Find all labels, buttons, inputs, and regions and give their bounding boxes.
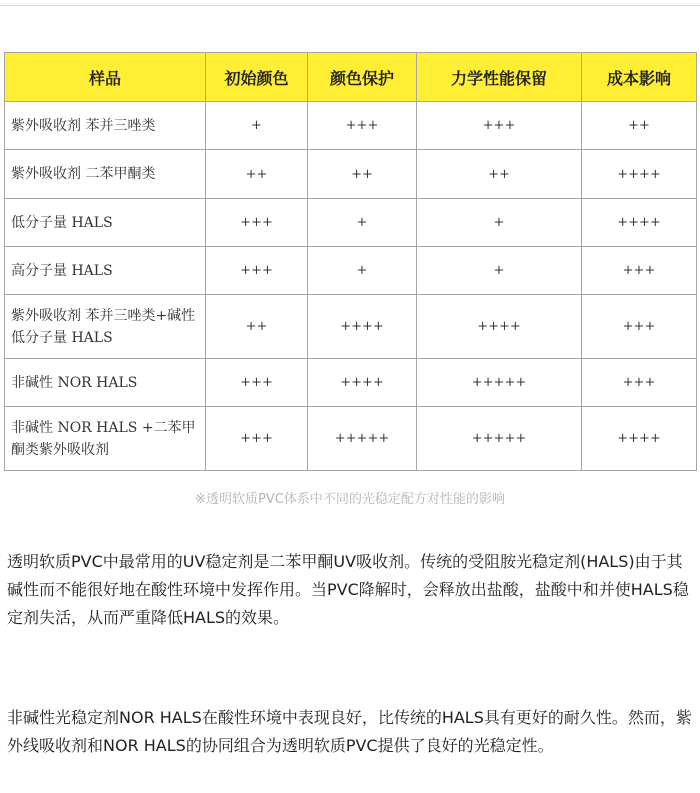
sample-cell: 紫外吸收剂 苯并三唑类+碱性低分子量 HALS [5,295,206,359]
mechanical-retention-cell: ++ [417,150,582,199]
sample-cell: 紫外吸收剂 苯并三唑类 [5,102,206,150]
initial-color-cell: ++ [206,295,308,359]
initial-color-cell: ++ [206,150,308,199]
header-mechanical-retention: 力学性能保留 [417,53,582,102]
color-protection-cell: + [308,247,417,295]
initial-color-cell: +++ [206,247,308,295]
table-row [5,295,697,359]
table-caption: ※透明软质PVC体系中不同的光稳定配方对性能的影响 [195,492,505,507]
cost-impact-cell: ++++ [582,199,697,247]
mechanical-retention-cell: +++++ [417,359,582,407]
color-protection-cell: ++++ [308,295,417,359]
table-row [5,199,697,247]
initial-color-cell: +++ [206,199,308,247]
cost-impact-cell: +++ [582,295,697,359]
sample-cell: 非碱性 NOR HALS [5,359,206,407]
cost-impact-cell: +++ [582,247,697,295]
cost-impact-cell: ++++ [582,407,697,471]
sample-cell: 高分子量 HALS [5,247,206,295]
mechanical-retention-cell: +++++ [417,407,582,471]
paragraph-nor-hals: 非碱性光稳定剂NOR HALS在酸性环境中表现良好，比传统的HALS具有更好的耐久性。然而，紫外线吸收剂和NOR HALS的协同组合为透明软质PVC提供了良好的光稳定性。 [7,708,692,755]
sample-cell: 紫外吸收剂 二苯甲酮类 [5,150,206,199]
mechanical-retention-cell: ++++ [417,295,582,359]
mechanical-retention-cell: + [417,247,582,295]
cost-impact-cell: ++ [582,102,697,150]
header-initial-color: 初始颜色 [206,53,308,102]
mechanical-retention-cell: + [417,199,582,247]
header-sample: 样品 [5,53,206,102]
table-row [5,359,697,407]
color-protection-cell: ++++ [308,359,417,407]
paragraph-uv-stabilizer: 透明软质PVC中最常用的UV稳定剂是二苯甲酮UV吸收剂。传统的受阻胺光稳定剂(HALS)由于其碱性而不能很好地在酸性环境中发挥作用。当PVC降解时，会释放出盐酸，盐酸中和并使HALS稳定剂失活，从而严重降低HALS的效果。 [7,552,689,627]
table-header-row [5,53,697,102]
color-protection-cell: +++++ [308,407,417,471]
sample-cell: 低分子量 HALS [5,199,206,247]
color-protection-cell: +++ [308,102,417,150]
table-row [5,150,697,199]
sample-cell: 非碱性 NOR HALS +二苯甲酮类紫外吸收剂 [5,407,206,471]
table-row [5,102,697,150]
cost-impact-cell: +++ [582,359,697,407]
color-protection-cell: + [308,199,417,247]
header-cost-impact: 成本影响 [582,53,697,102]
color-protection-cell: ++ [308,150,417,199]
initial-color-cell: +++ [206,359,308,407]
top-divider [0,5,700,6]
cost-impact-cell: ++++ [582,150,697,199]
mechanical-retention-cell: +++ [417,102,582,150]
initial-color-cell: + [206,102,308,150]
table-row [5,407,697,471]
table-row [5,247,697,295]
stabilizer-comparison-table [4,52,697,471]
header-color-protection: 颜色保护 [308,53,417,102]
initial-color-cell: +++ [206,407,308,471]
